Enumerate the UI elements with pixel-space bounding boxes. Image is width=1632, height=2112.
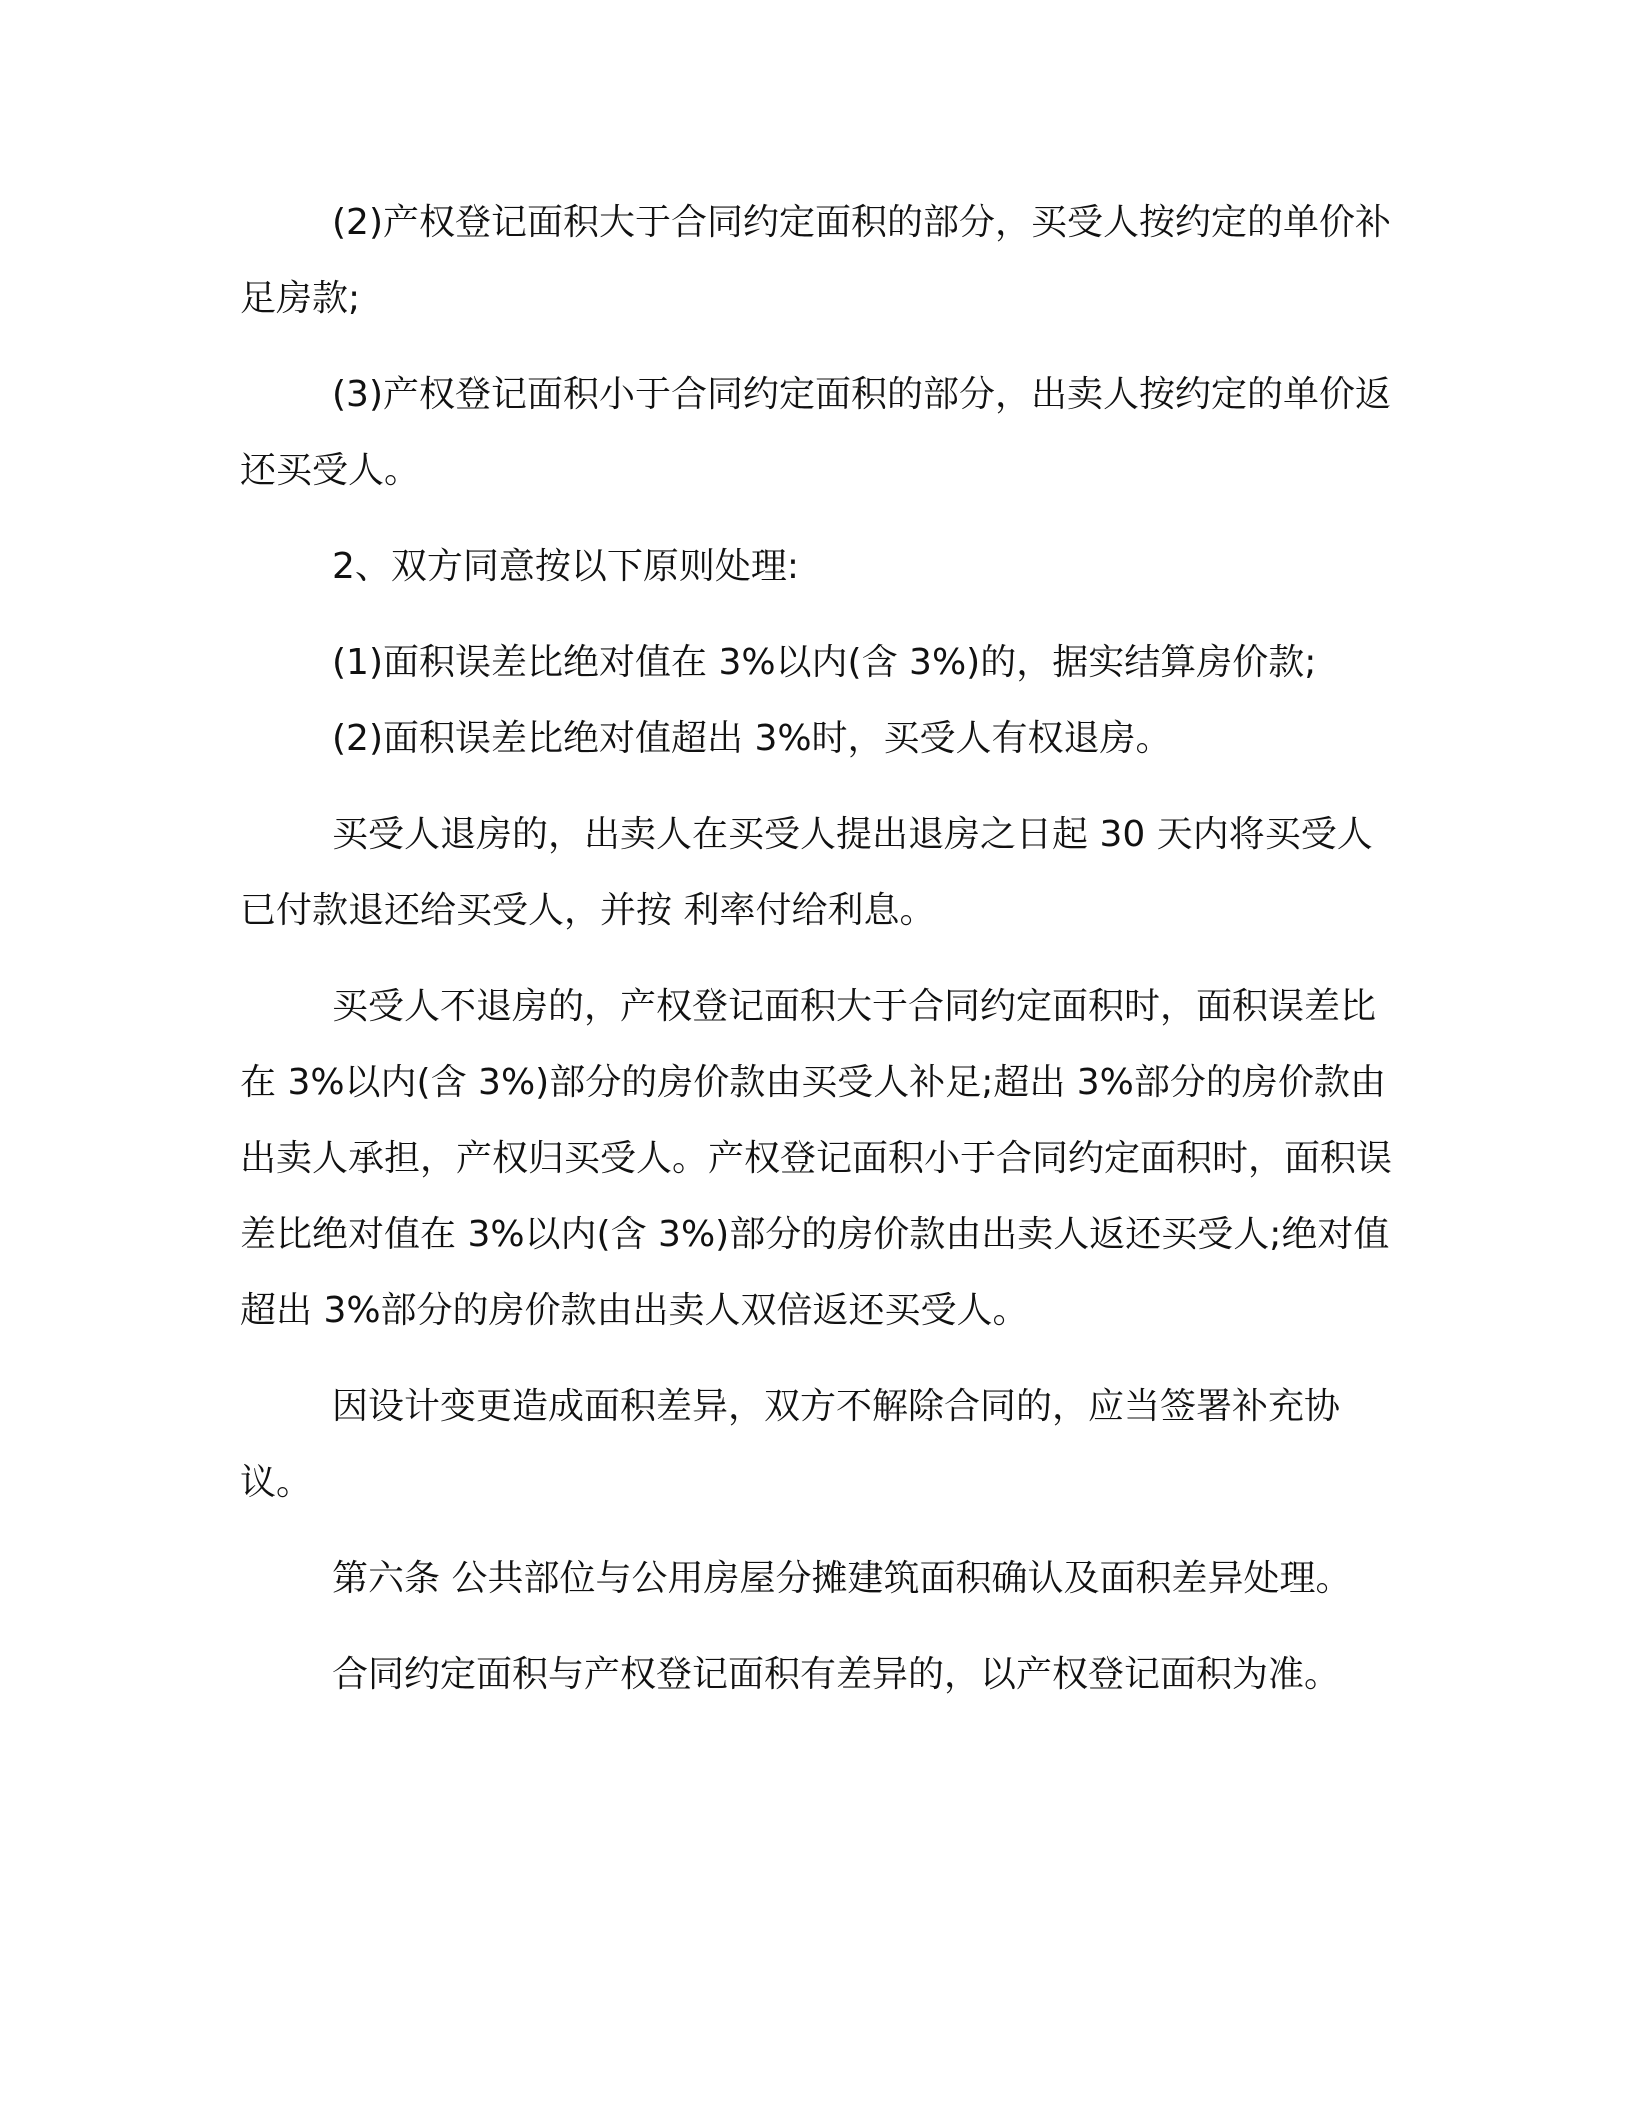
paragraph-clause-2-over: (2)产权登记面积大于合同约定面积的部分，买受人按约定的单价补足房款; [240, 202, 1391, 319]
paragraph-no-refund: 买受人不退房的，产权登记面积大于合同约定面积时，面积误差比在 3%以内(含 3%)部分的房价款由买受人补足;超出 3%部分的房价款由出卖人承担，产权归买受人。产权登记面积小于合同约定面积时，面积误差比绝对值在 3%以内(含 3%)部分的房价款由出卖人返还买受人;绝对值超出 3%部分的房价款由出卖人双倍返还买受人。 [240, 986, 1393, 1331]
paragraph-clause-3-under: (3)产权登记面积小于合同约定面积的部分，出卖人按约定的单价返还买受人。 [240, 374, 1391, 491]
paragraph-principles-heading: 2、双方同意按以下原则处理: [332, 546, 800, 587]
document-body [240, 185, 1400, 1713]
paragraph-article-6-rule: 合同约定面积与产权登记面积有差异的，以产权登记面积为准。 [332, 1654, 1341, 1695]
paragraph-refund: 买受人退房的，出卖人在买受人提出退房之日起 30 天内将买受人已付款退还给买受人，并按 利率付给利息。 [240, 814, 1373, 931]
paragraph-design-change: 因设计变更造成面积差异，双方不解除合同的，应当签署补充协议。 [240, 1386, 1341, 1503]
paragraph-principle-2: (2)面积误差比绝对值超出 3%时，买受人有权退房。 [332, 718, 1172, 759]
paragraph-article-6-heading: 第六条 公共部位与公用房屋分摊建筑面积确认及面积差异处理。 [332, 1558, 1352, 1599]
paragraph-principle-1: (1)面积误差比绝对值在 3%以内(含 3%)的，据实结算房价款; [332, 642, 1317, 683]
